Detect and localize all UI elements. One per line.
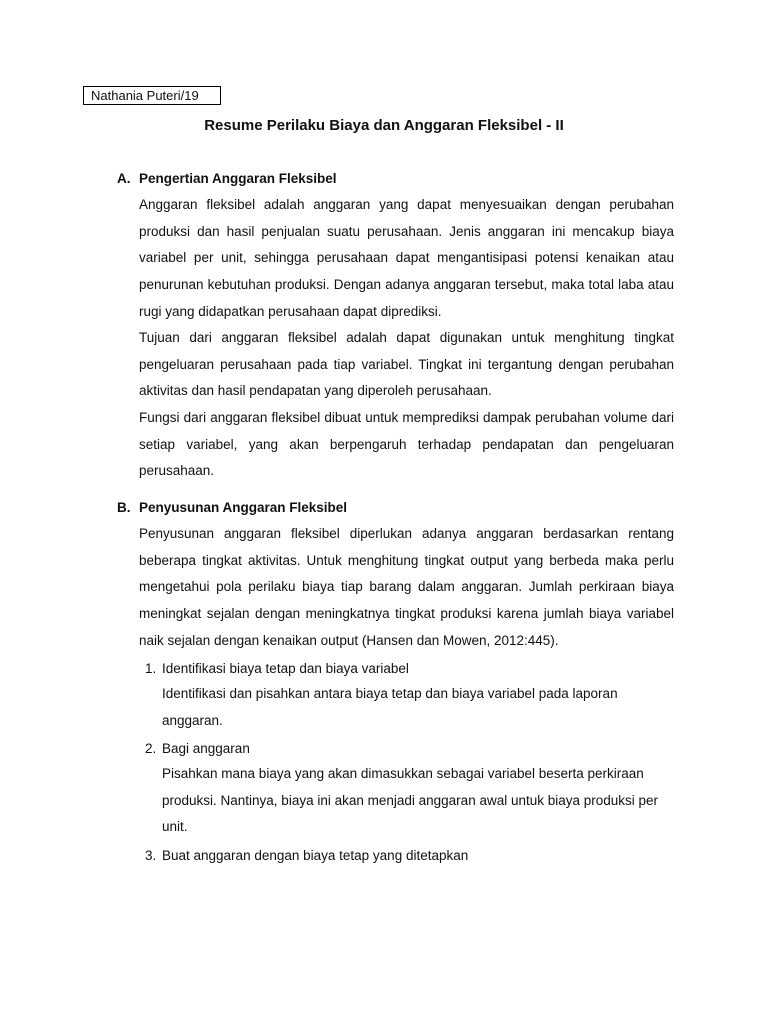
list-item — [145, 847, 468, 865]
list-item-number: 3. — [145, 848, 157, 863]
section-b-letter: B. — [117, 500, 131, 515]
section-a-paragraph-3: Fungsi dari anggaran fleksibel dibuat untuk memprediksi dampak perubahan volume dari setiap variabel, yang akan berpengaruh terhadap pendapatan dan pengeluaran perusahaan. — [139, 410, 674, 479]
section-b-paragraph-1: Penyusunan anggaran fleksibel diperlukan adanya anggaran berdasarkan rentang beberapa tingkat aktivitas. Untuk menghitung tingkat output yang berbeda maka perlu mengetahui pola perilaku biaya tiap barang dalam anggaran. Jumlah perkiraan biaya meningkat sejalan dengan meningkatnya tingkat produksi karena jumlah biaya variabel naik sejalan dengan kenaikan output (Hansen dan Mowen, 2012:445). — [139, 526, 674, 648]
list-item-title: Identifikasi biaya tetap dan biaya variabel — [162, 661, 409, 676]
section-a-letter: A. — [117, 171, 131, 186]
section-b-heading — [117, 499, 347, 517]
document-title: Resume Perilaku Biaya dan Anggaran Fleksibel - II — [204, 117, 564, 134]
list-item-body: Pisahkan mana biaya yang akan dimasukkan sebagai variabel beserta perkiraan produksi. Nantinya, biaya ini akan menjadi anggaran awal untuk biaya produksi per unit. — [162, 766, 659, 835]
list-item-title: Buat anggaran dengan biaya tetap yang ditetapkan — [162, 848, 469, 863]
section-b-title: Penyusunan Anggaran Fleksibel — [139, 500, 348, 515]
list-item-body: Identifikasi dan pisahkan antara biaya tetap dan biaya variabel pada laporan anggaran. — [162, 686, 618, 728]
section-a-title: Pengertian Anggaran Fleksibel — [139, 171, 337, 186]
list-item-number: 1. — [145, 661, 157, 676]
section-a-paragraph-1: Anggaran fleksibel adalah anggaran yang dapat menyesuaikan dengan perubahan produksi dan hasil penjualan suatu perusahaan. Jenis anggaran ini mencakup biaya variabel per unit, sehingga perusahaan dapat mengantisipasi potensi kenaikan atau penurunan kebutuhan produksi. Dengan adanya anggaran tersebut, maka total laba atau rugi yang didapatkan perusahaan dapat diprediksi. — [139, 197, 674, 319]
list-item — [145, 660, 409, 678]
author-name-box: Nathania Puteri/19 — [83, 86, 221, 105]
section-a-paragraph-2: Tujuan dari anggaran fleksibel adalah dapat digunakan untuk menghitung tingkat pengeluaran perusahaan pada tiap variabel. Tingkat ini tergantung dengan perubahan aktivitas dan hasil pendapatan yang diperoleh perusahaan. — [139, 330, 674, 399]
list-item — [145, 740, 250, 758]
list-item-number: 2. — [145, 741, 157, 756]
section-a-heading — [117, 170, 337, 188]
list-item-title: Bagi anggaran — [162, 741, 250, 756]
